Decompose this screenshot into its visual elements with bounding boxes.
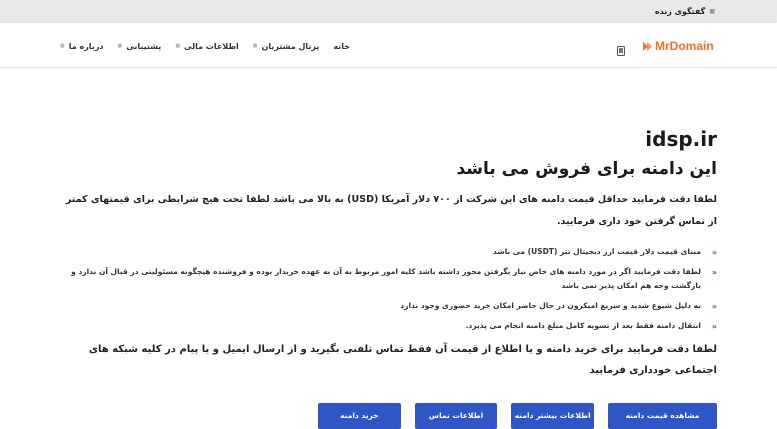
list-item-text: به دلیل شیوع شدید و سریع امیکرون در حال حاضر امکان خرید حضوری وجود ندارد: [400, 301, 701, 310]
nav-item-label: اطلاعات مالی: [184, 41, 239, 51]
mrdomain-logo[interactable]: [642, 39, 714, 53]
domain-name-title: idsp.ir: [645, 127, 717, 151]
logo-text: MrDomain: [655, 39, 714, 53]
nav-item-label: درباره ما: [68, 41, 104, 51]
nav-bullet-icon: ■: [252, 43, 258, 49]
nav-item-label: پرتال مشتریان: [261, 41, 320, 51]
action-buttons: [318, 403, 717, 429]
list-item-text: انتقال دامنه فقط بعد از تسویه کامل مبلغ دامنه انجام می پذیرد.: [465, 321, 701, 330]
list-item: [60, 319, 717, 333]
view-price-button[interactable]: مشاهده قیمت دامنه: [608, 403, 717, 429]
nav-item-support[interactable]: [118, 42, 162, 51]
nav-item-about[interactable]: [60, 42, 104, 51]
contact-note: لطفا دقت فرمایید برای خرید دامنه و یا اطلاع از قیمت آن فقط تماس تلفنی بگیرید و از ارسال ایمیل و یا پیام در کلیه شبکه های اجتماعی خودداری فرمایید: [88, 344, 717, 376]
logo-mark-icon: [642, 41, 653, 52]
price-notice: لطفا دقت فرمایید حداقل قیمت دامنه های این شرکت از ۷۰۰ دلار آمریکا (USD) به بالا می باشد لطفا تحت هیچ شرایطی برای قیمتهای کمتر از تماس گرفتن خود داری فرمایید.: [65, 194, 717, 227]
nav-item-home[interactable]: [333, 42, 350, 51]
nav-item-label: خانه: [333, 41, 350, 51]
live-chat-link[interactable]: گفتگوی زنده: [654, 7, 706, 16]
list-item: [60, 299, 717, 313]
nav-bullet-icon: ■: [117, 43, 123, 49]
for-sale-heading: این دامنه برای فروش می باشد: [456, 159, 717, 179]
nav-bullet-icon: ■: [60, 43, 65, 49]
contact-info-button[interactable]: اطلاعات تماس: [415, 403, 498, 429]
main-content: [60, 124, 717, 381]
main-navbar: [0, 23, 777, 68]
top-bar: [0, 0, 777, 23]
double-arrow-icon: «: [711, 248, 717, 257]
more-info-button[interactable]: اطلاعات بیشتر دامنه: [511, 403, 594, 429]
nav-item-customer-portal[interactable]: [253, 42, 320, 51]
list-item-text: مبنای قیمت دلار قیمت ارز دیجیتال تتر (USDT) می باشد: [492, 247, 701, 256]
nav-item-label: پشتیبانی: [126, 41, 162, 51]
double-arrow-icon: «: [711, 322, 717, 331]
double-arrow-icon: «: [711, 302, 717, 311]
chat-bullet-icon: ■: [709, 8, 715, 15]
list-item: [60, 265, 717, 293]
terms-list: [60, 245, 717, 333]
lock-icon[interactable]: [617, 41, 625, 51]
list-item: [60, 245, 717, 259]
double-arrow-icon: «: [711, 268, 717, 277]
buy-domain-button[interactable]: خرید دامنه: [318, 403, 401, 429]
nav-item-financial-info[interactable]: [175, 42, 238, 51]
nav-menu: [60, 37, 350, 55]
nav-bullet-icon: ■: [175, 43, 181, 49]
list-item-text: لطفا دقت فرمایید اگر در مورد دامنه های خاص نیاز بگرفتن مجوز داشته باشد کلیه امور مربوط به آن به عهده خریدار بوده و فروشنده هیچگونه مسئولیتی در قبال آن ندارد و بازگشت وجه هم امکان پذیر نمی باشد: [71, 267, 701, 290]
